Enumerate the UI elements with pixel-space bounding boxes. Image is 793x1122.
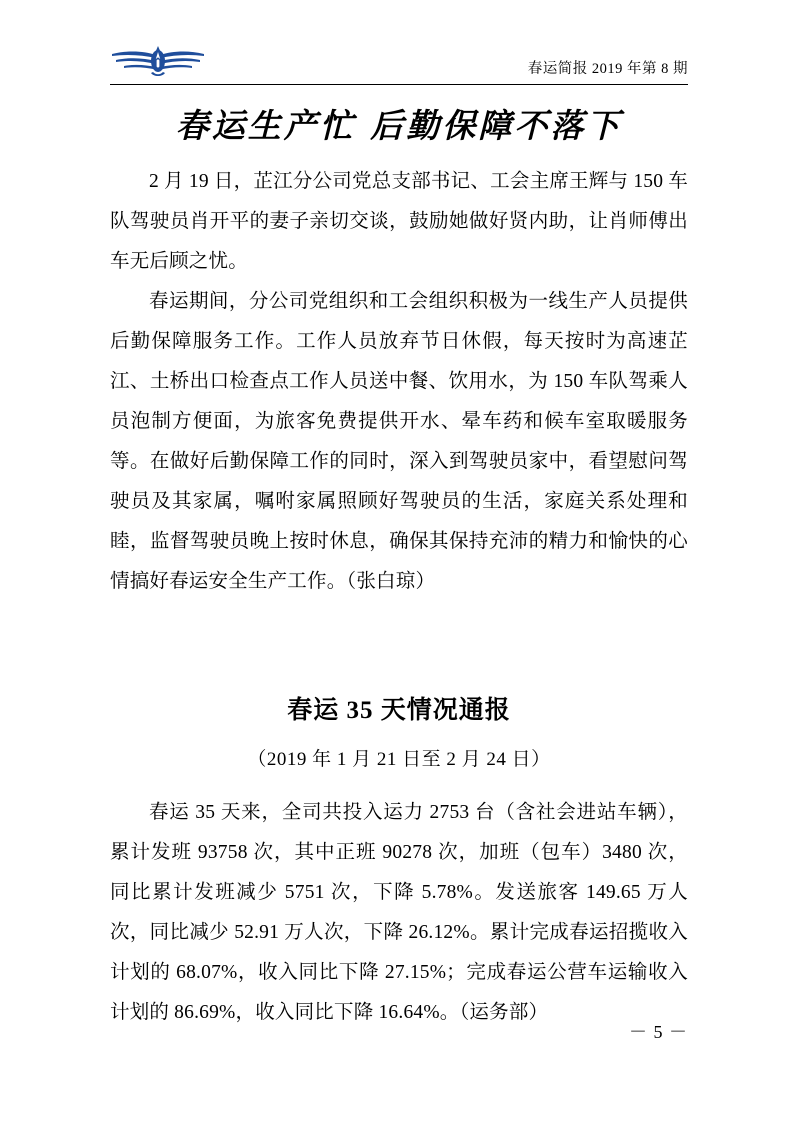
article-paragraph-2: 春运期间，分公司党组织和工会组织积极为一线生产人员提供后勤保障服务工作。工作人员放弃节日休假，每天按时为高速芷江、土桥出口检查点工作人员送中餐、饮用水，为 150 车队驾乘人员泡制方便面，为旅客免费提供开水、晕车药和候车室取暖服务等。在做好后勤保障工作的同时，深入到驾驶员家中，看望慰问驾驶员及其家属，嘱咐家属照顾好驾驶员的生活，家庭关系处理和睦，监督驾驶员晚上按时休息，确保其保持充沛的精力和愉快的心情搞好春运安全生产工作。（张白琼） — [110, 291, 688, 592]
header-divider — [110, 84, 688, 85]
page-number: － 5 － — [629, 1022, 688, 1042]
report-subtitle: （2019 年 1 月 21 日至 2 月 24 日） — [247, 749, 551, 770]
page-header — [110, 34, 688, 84]
company-wing-logo-icon — [110, 40, 206, 82]
article-paragraph-1: 2 月 19 日，芷江分公司党总支部书记、工会主席王辉与 150 车队驾驶员肖开平的妻子亲切交谈，鼓励她做好贤内助，让肖师傅出车无后顾之忧。 — [110, 171, 688, 272]
page-title: 春运生产忙 后勤保障不落下 — [175, 106, 623, 145]
report-paragraph: 春运 35 天来，全司共投入运力 2753 台（含社会进站车辆），累计发班 93758 次，其中正班 90278 次，加班（包车）3480 次，同比累计发班减少 5751 次，下降 5.78%。发送旅客 149.65 万人次，同比减少 52.91 万人次，下降 26.12%。累计完成春运招揽收入计划的 68.07%，收入同比下降 27.15%；完成春运公营车运输收入计划的 86.69%，收入同比下降 16.64%。（运务部） — [110, 802, 688, 1023]
article-body — [110, 162, 688, 602]
report-section — [110, 690, 688, 1033]
issue-line: 春运简报 2019 年第 8 期 — [527, 61, 688, 77]
report-title: 春运 35 天情况通报 — [287, 697, 511, 724]
